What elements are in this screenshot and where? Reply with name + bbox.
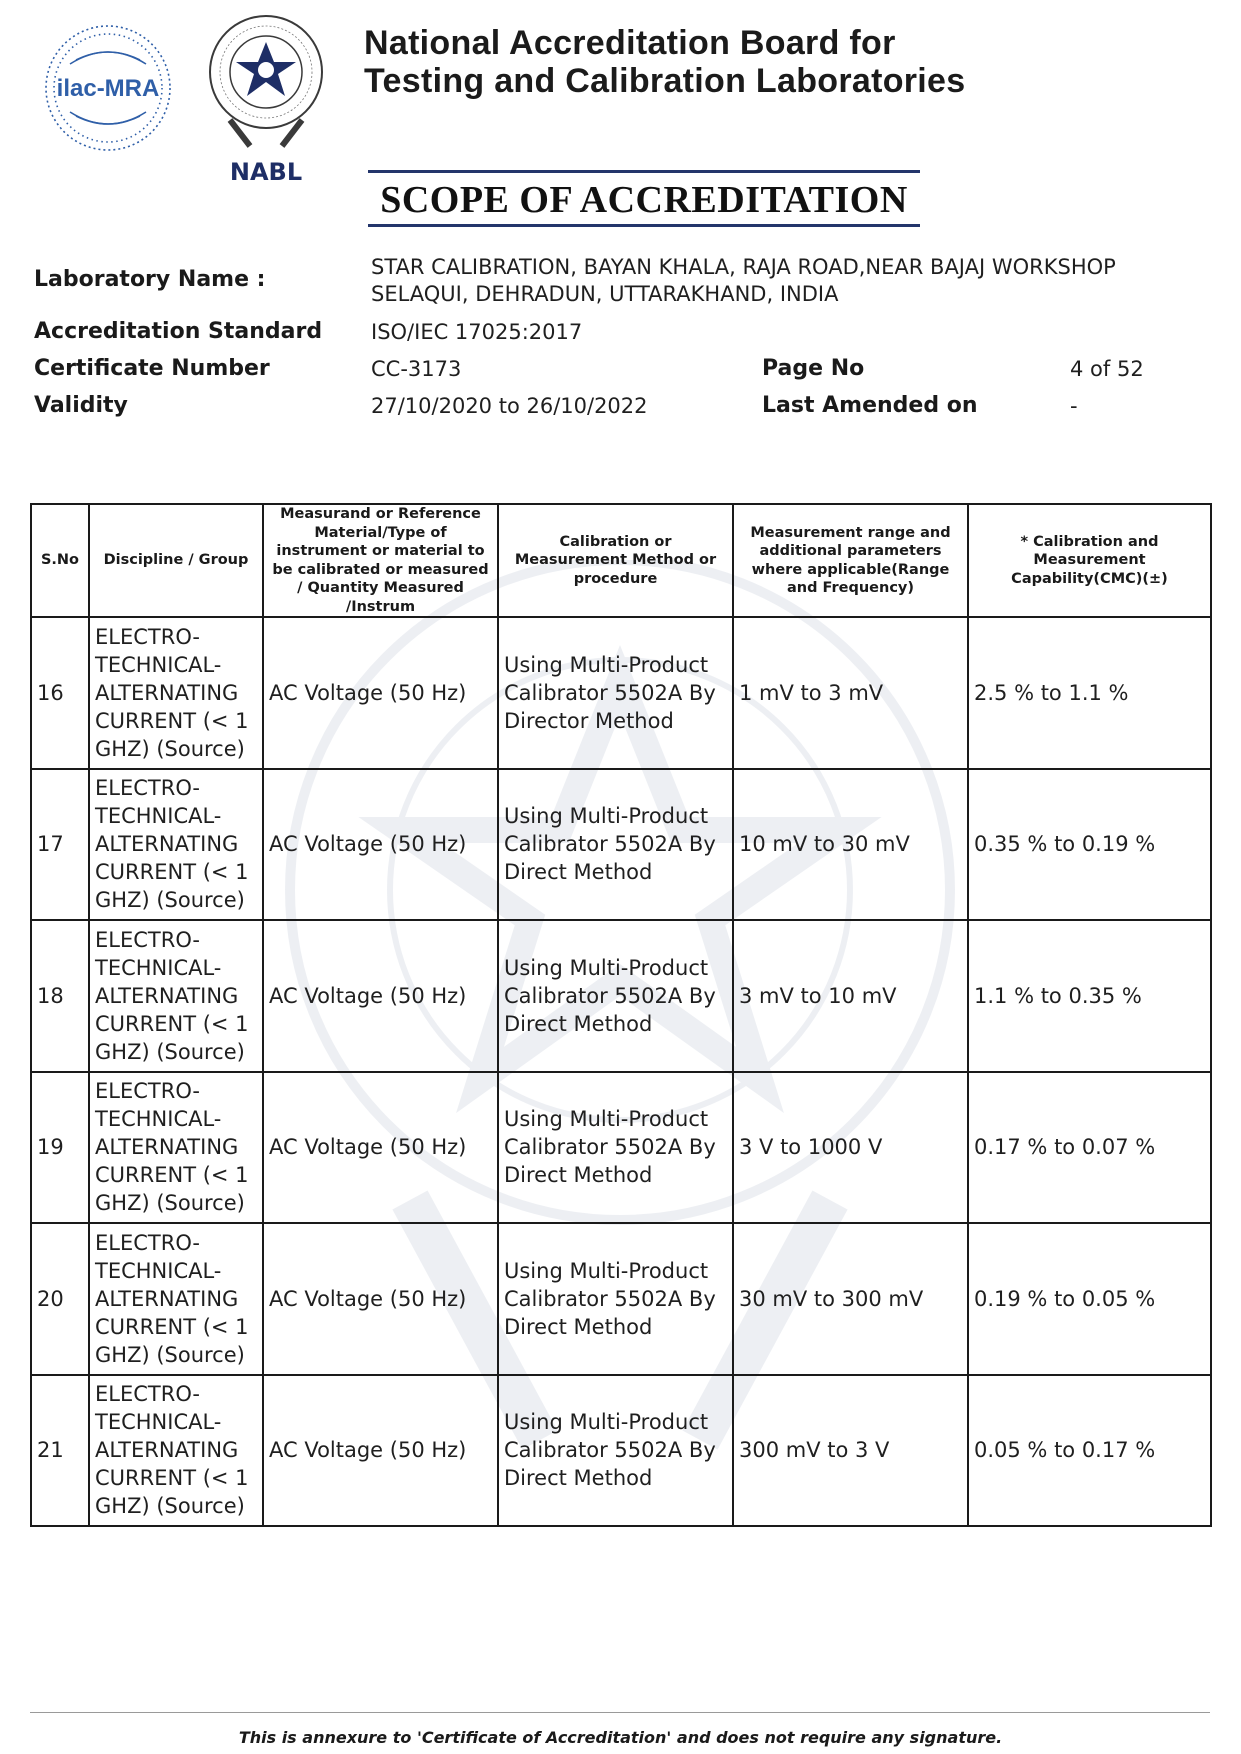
cell-range: 300 mV to 3 V: [733, 1375, 968, 1527]
footer-note: This is annexure to 'Certificate of Accreditation' and does not require any signature.: [238, 1728, 1003, 1747]
standard-label: Accreditation Standard: [34, 319, 323, 344]
last-amended-value: -: [1070, 394, 1078, 418]
page-title: SCOPE OF ACCREDITATION: [380, 179, 908, 221]
cell-cmc: 0.05 % to 0.17 %: [968, 1375, 1211, 1527]
table-row: [31, 617, 1211, 769]
cell-cmc: 0.35 % to 0.19 %: [968, 769, 1211, 921]
cell-sno: 21: [31, 1375, 89, 1527]
cell-measurand: AC Voltage (50 Hz): [263, 1375, 498, 1527]
title-rule-top: [368, 170, 920, 173]
cell-measurand: AC Voltage (50 Hz): [263, 920, 498, 1072]
cell-range: 10 mV to 30 mV: [733, 769, 968, 921]
title-rule-bottom: [368, 224, 920, 227]
cell-cmc: 0.17 % to 0.07 %: [968, 1072, 1211, 1224]
cell-measurand: AC Voltage (50 Hz): [263, 1072, 498, 1224]
cell-sno: 17: [31, 769, 89, 921]
page-no-value: 4 of 52: [1070, 357, 1144, 381]
page-no-label: Page No: [762, 356, 865, 381]
cell-measurand: AC Voltage (50 Hz): [263, 769, 498, 921]
certificate-value: CC-3173: [371, 357, 462, 381]
org-name-line1: National Accreditation Board for: [364, 24, 896, 62]
cell-cmc: 0.19 % to 0.05 %: [968, 1223, 1211, 1375]
last-amended-label: Last Amended on: [762, 393, 978, 418]
cell-discipline: ELECTRO-TECHNICAL-ALTERNATING CURRENT (< 1 GHZ) (Source): [89, 1375, 263, 1527]
standard-value: ISO/IEC 17025:2017: [371, 320, 583, 344]
header-sno: S.No: [31, 504, 89, 617]
cell-discipline: ELECTRO-TECHNICAL-ALTERNATING CURRENT (< 1 GHZ) (Source): [89, 1072, 263, 1224]
cell-sno: 16: [31, 617, 89, 769]
cell-method: Using Multi-Product Calibrator 5502A By Direct Method: [498, 1375, 733, 1527]
header-measurand: Measurand or Reference Material/Type of instrument or material to be calibrated or measured / Quantity Measured /Instrum: [263, 504, 498, 617]
cell-sno: 19: [31, 1072, 89, 1224]
table-row: [31, 920, 1211, 1072]
lab-name-line2: SELAQUI, DEHRADUN, UTTARAKHAND, INDIA: [371, 282, 839, 306]
lab-name-line1: STAR CALIBRATION, BAYAN KHALA, RAJA ROAD,NEAR BAJAJ WORKSHOP: [371, 255, 1116, 279]
cell-sno: 20: [31, 1223, 89, 1375]
ilac-mra-logo: [40, 20, 176, 156]
cell-discipline: ELECTRO-TECHNICAL-ALTERNATING CURRENT (< 1 GHZ) (Source): [89, 769, 263, 921]
header-discipline: Discipline / Group: [89, 504, 263, 617]
cell-range: 1 mV to 3 mV: [733, 617, 968, 769]
cell-method: Using Multi-Product Calibrator 5502A By Direct Method: [498, 769, 733, 921]
table-row: [31, 1223, 1211, 1375]
scope-table: [30, 503, 1212, 1527]
cell-measurand: AC Voltage (50 Hz): [263, 617, 498, 769]
cell-discipline: ELECTRO-TECHNICAL-ALTERNATING CURRENT (< 1 GHZ) (Source): [89, 617, 263, 769]
cell-method: Using Multi-Product Calibrator 5502A By Director Method: [498, 617, 733, 769]
cell-method: Using Multi-Product Calibrator 5502A By Direct Method: [498, 1223, 733, 1375]
cell-measurand: AC Voltage (50 Hz): [263, 1223, 498, 1375]
cell-cmc: 2.5 % to 1.1 %: [968, 617, 1211, 769]
certificate-label: Certificate Number: [34, 356, 270, 381]
table-row: [31, 1375, 1211, 1527]
header-range: Measurement range and additional parameters where applicable(Range and Frequency): [733, 504, 968, 617]
cell-range: 30 mV to 300 mV: [733, 1223, 968, 1375]
cell-discipline: ELECTRO-TECHNICAL-ALTERNATING CURRENT (< 1 GHZ) (Source): [89, 920, 263, 1072]
validity-label: Validity: [34, 393, 128, 418]
cell-method: Using Multi-Product Calibrator 5502A By Direct Method: [498, 920, 733, 1072]
footer-divider: [30, 1712, 1210, 1713]
validity-value: 27/10/2020 to 26/10/2022: [371, 394, 648, 418]
nabl-logo: [200, 10, 332, 188]
org-name-line2: Testing and Calibration Laboratories: [364, 62, 966, 100]
svg-text:NABL: NABL: [229, 158, 303, 186]
table-header-row: [31, 504, 1211, 617]
cell-sno: 18: [31, 920, 89, 1072]
table-row: [31, 1072, 1211, 1224]
svg-text:ilac-MRA: ilac-MRA: [56, 75, 160, 102]
cell-range: 3 V to 1000 V: [733, 1072, 968, 1224]
header-cmc: * Calibration and Measurement Capability(CMC)(±): [968, 504, 1211, 617]
cell-method: Using Multi-Product Calibrator 5502A By Direct Method: [498, 1072, 733, 1224]
cell-range: 3 mV to 10 mV: [733, 920, 968, 1072]
cell-discipline: ELECTRO-TECHNICAL-ALTERNATING CURRENT (< 1 GHZ) (Source): [89, 1223, 263, 1375]
header-method: Calibration or Measurement Method or procedure: [498, 504, 733, 617]
lab-name-label: Laboratory Name :: [34, 267, 266, 292]
table-row: [31, 769, 1211, 921]
cell-cmc: 1.1 % to 0.35 %: [968, 920, 1211, 1072]
